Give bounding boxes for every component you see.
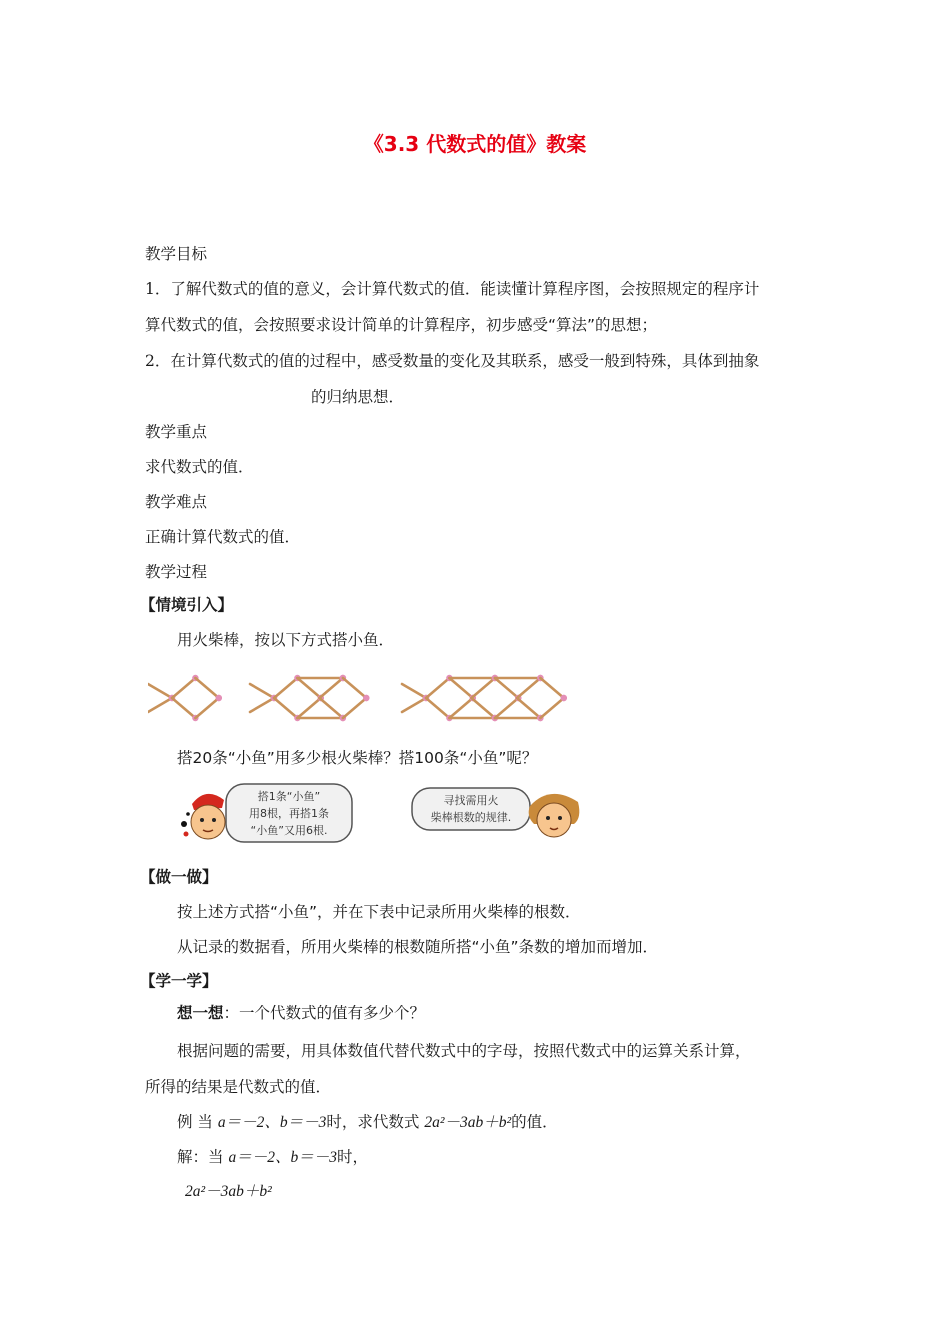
solution-expression: 2a²－3ab＋b² [185,1183,272,1200]
matchstick [274,698,297,718]
example-end: 的值． [511,1113,558,1131]
matchstick [195,698,218,718]
boy-face-icon [181,794,225,839]
matchstick [172,698,195,718]
cartoon-girl-with-bubble [410,784,588,846]
matchstick-fish-illustration [148,660,588,732]
matchstick [540,678,563,698]
matchstick [449,698,472,718]
process-heading: 教学过程 [145,563,208,581]
matchstick [540,698,563,718]
fish-group-3 [402,675,567,721]
matchstick [517,678,540,698]
solution-condition: a＝－2、b＝－3 [228,1149,337,1166]
matchstick [343,698,366,718]
objective-1-line-1 [145,278,759,300]
think-text: ：一个代数式的值有多少个？ [223,1004,426,1022]
example-expression: 2a²－3ab＋b² [424,1114,512,1131]
matchstick [297,698,320,718]
objective-2-line-1 [145,350,759,372]
matchstick [517,698,540,718]
think-label: 想一想 [177,1004,224,1022]
matchstick [426,678,449,698]
definition-line-1: 根据问题的需要，用具体数值代替代数式中的字母，按照代数式中的运算关系计算， [177,1042,751,1060]
matchstick [343,678,366,698]
fish-group-1 [148,675,222,721]
page-title: 《3.3 代数式的值》教案 [363,132,587,156]
matchstick [250,684,274,698]
matchstick [320,698,343,718]
solution-end: 时， [336,1148,368,1166]
girl-face-icon [529,794,580,837]
do-text-2: 从记录的数据看，所用火柴棒的根数随所搭“小鱼”条数的增加而增加． [177,938,659,956]
matchstick [402,684,426,698]
matchstick [495,678,518,698]
matchstick [402,698,426,712]
fish-group-2 [250,675,370,721]
learn-heading: 【学一学】 [140,972,218,990]
example-label: 例 当 [177,1113,213,1131]
matchstick [172,678,195,698]
bubble-right-line-2: 柴棒根数的规律. [430,811,512,824]
objective-2-text: 在计算代数式的值的过程中，感受数量的变化及其联系，感受一般到特殊，具体到抽象 [170,352,760,370]
example-condition: a＝－2、b＝－3 [217,1114,327,1131]
objective-2-line-2: 的归纳思想． [311,388,405,406]
bubble-left-line-1: 搭1条“小鱼” [257,790,321,803]
definition-line-2: 所得的结果是代数式的值． [145,1078,332,1096]
difficulty-heading: 教学难点 [145,493,208,511]
matchstick [250,698,274,712]
cartoon-boy-with-bubble [176,782,356,846]
matchstick-head [216,695,222,701]
matchstick [297,678,320,698]
matchstick [449,678,472,698]
matchstick [426,698,449,718]
key-point-text: 求代数式的值． [145,458,254,476]
matchstick-head [363,695,369,701]
intro-text: 用火柴棒，按以下方式搭小鱼． [177,631,395,649]
matchstick [472,678,495,698]
solution-label: 解：当 [177,1148,224,1166]
difficulty-text: 正确计算代数式的值． [145,528,301,546]
matchstick [320,678,343,698]
matchstick [274,678,297,698]
matchstick [148,698,172,712]
example-mid: 时，求代数式 [326,1113,420,1131]
bubble-left-line-3: “小鱼”又用6根. [250,824,328,837]
objective-2-number: 2． [145,352,171,370]
objective-1-text: 了解代数式的值的意义，会计算代数式的值．能读懂计算程序图，会按照规定的程序计 [170,280,760,298]
bubble-left-line-2: 用8根，再搭1条 [249,807,329,820]
example-line [177,1111,558,1134]
key-point-heading: 教学重点 [145,423,208,441]
matchstick [148,684,172,698]
solution-line [177,1146,368,1169]
matchstick [495,698,518,718]
intro-heading: 【情境引入】 [140,596,234,614]
think-line [177,1002,425,1024]
do-text-1: 按上述方式搭“小鱼”，并在下表中记录所用火柴棒的根数． [177,903,581,921]
do-heading: 【做一做】 [140,868,218,886]
matchstick [195,678,218,698]
objective-1-line-2: 算代数式的值，会按照要求设计简单的计算程序，初步感受“算法”的思想； [145,316,658,334]
objective-1-number: 1． [145,280,171,298]
fish-question: 搭20条“小鱼”用多少根火柴棒？搭100条“小鱼”呢？ [177,749,538,767]
objectives-heading: 教学目标 [145,245,208,263]
matchstick-head [561,695,567,701]
matchstick [472,698,495,718]
bubble-right-line-1: 寻找需用火 [443,794,499,807]
